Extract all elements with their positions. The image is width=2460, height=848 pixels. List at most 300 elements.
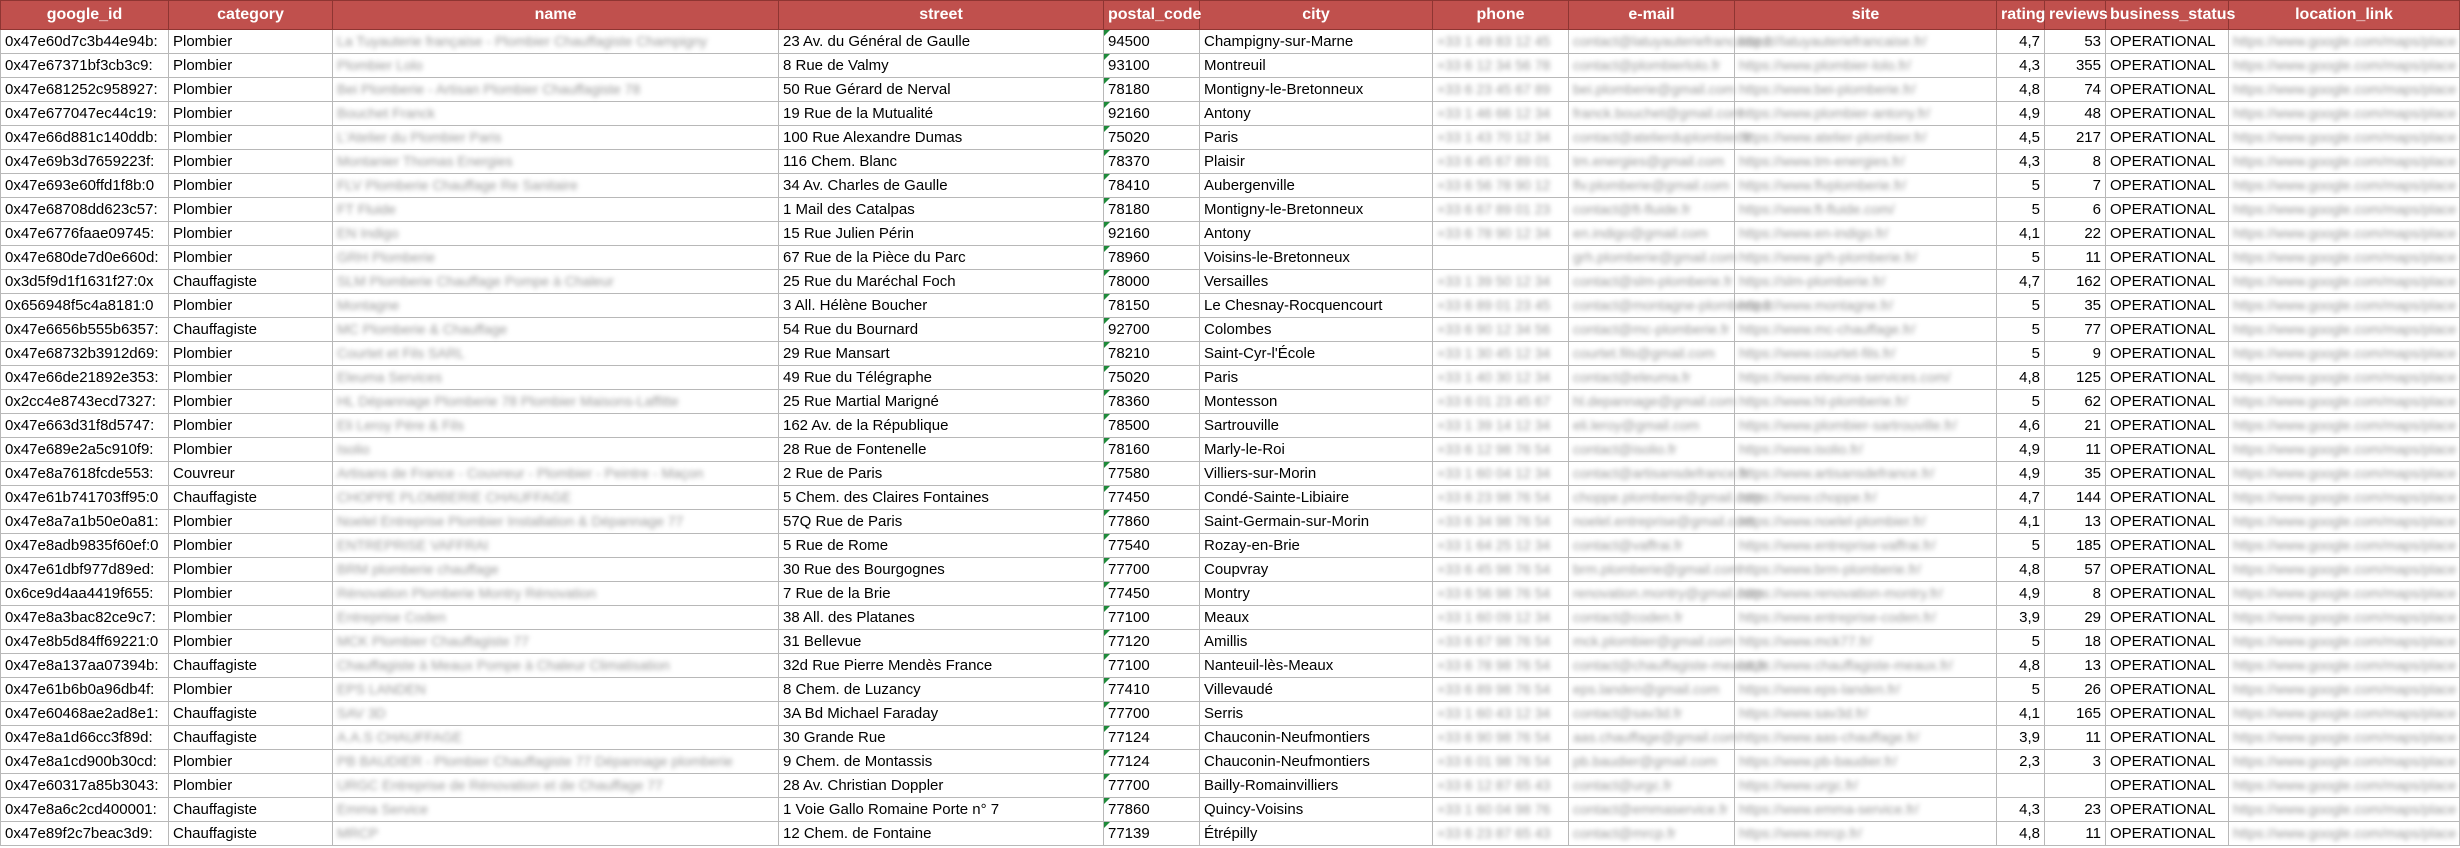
cell-location-link[interactable]: https://www.google.com/maps/place [2229,78,2460,102]
cell-reviews[interactable]: 125 [2045,366,2106,390]
cell-business-status[interactable]: OPERATIONAL [2106,486,2229,510]
column-header-reviews[interactable]: reviews [2045,1,2106,30]
cell-postal-code[interactable]: 77124 [1104,726,1200,750]
cell-phone[interactable]: +33 6 56 98 76 54 [1433,582,1569,606]
cell-category[interactable]: Plombier [169,678,333,702]
cell-google-id[interactable]: 0x47e689e2a5c910f9: [1,438,169,462]
cell-postal-code[interactable]: 78160 [1104,438,1200,462]
cell-phone[interactable]: +33 1 60 09 12 34 [1433,606,1569,630]
cell-phone[interactable]: +33 1 49 83 12 45 [1433,30,1569,54]
cell-city[interactable]: Montigny-le-Bretonneux [1200,198,1433,222]
cell-location-link[interactable]: https://www.google.com/maps/place [2229,558,2460,582]
cell-phone[interactable]: +33 6 12 98 76 54 [1433,438,1569,462]
cell-postal-code[interactable]: 78180 [1104,198,1200,222]
cell-location-link[interactable]: https://www.google.com/maps/place [2229,438,2460,462]
table-row[interactable] [1,798,2460,822]
cell-business-status[interactable]: OPERATIONAL [2106,390,2229,414]
cell-category[interactable]: Plombier [169,414,333,438]
cell-rating[interactable]: 3,9 [1997,606,2045,630]
cell-business-status[interactable]: OPERATIONAL [2106,462,2229,486]
cell-google-id[interactable]: 0x47e8a3bac82ce9c7: [1,606,169,630]
cell-city[interactable]: Antony [1200,222,1433,246]
cell-site[interactable]: https://www.brm-plomberie.fr/ [1735,558,1997,582]
cell-city[interactable]: Rozay-en-Brie [1200,534,1433,558]
cell-location-link[interactable]: https://www.google.com/maps/place [2229,654,2460,678]
cell-site[interactable]: https://www.mrcp.fr/ [1735,822,1997,846]
cell-site[interactable]: https://www.artisansdefrance.fr/ [1735,462,1997,486]
cell-location-link[interactable]: https://www.google.com/maps/place [2229,774,2460,798]
table-row[interactable] [1,702,2460,726]
cell-rating[interactable]: 5 [1997,294,2045,318]
cell-postal-code[interactable]: 77450 [1104,486,1200,510]
cell-name[interactable]: Montagne [333,294,779,318]
column-header-email[interactable]: e-mail [1569,1,1735,30]
cell-city[interactable]: Champigny-sur-Marne [1200,30,1433,54]
cell-site[interactable]: https://www.emma-service.fr/ [1735,798,1997,822]
cell-location-link[interactable]: https://www.google.com/maps/place [2229,702,2460,726]
table-row[interactable] [1,78,2460,102]
cell-street[interactable]: 50 Rue Gérard de Nerval [779,78,1104,102]
cell-email[interactable]: eps.landen@gmail.com [1569,678,1735,702]
cell-category[interactable]: Chauffagiste [169,702,333,726]
cell-reviews[interactable]: 18 [2045,630,2106,654]
cell-phone[interactable]: +33 6 23 98 76 54 [1433,486,1569,510]
cell-phone[interactable]: +33 6 78 98 76 54 [1433,654,1569,678]
cell-city[interactable]: Aubergenville [1200,174,1433,198]
cell-category[interactable]: Plombier [169,174,333,198]
cell-postal-code[interactable]: 78370 [1104,150,1200,174]
cell-postal-code[interactable]: 92160 [1104,222,1200,246]
cell-location-link[interactable]: https://www.google.com/maps/place [2229,102,2460,126]
cell-postal-code[interactable]: 78360 [1104,390,1200,414]
cell-city[interactable]: Montesson [1200,390,1433,414]
cell-location-link[interactable]: https://www.google.com/maps/place [2229,822,2460,846]
cell-city[interactable]: Chauconin-Neufmontiers [1200,726,1433,750]
cell-business-status[interactable]: OPERATIONAL [2106,174,2229,198]
cell-email[interactable]: aas.chauffage@gmail.com [1569,726,1735,750]
cell-site[interactable]: https://www.isolio.fr/ [1735,438,1997,462]
cell-google-id[interactable]: 0x47e680de7d0e660d: [1,246,169,270]
column-header-location-link[interactable]: location_link [2229,1,2460,30]
cell-rating[interactable]: 4,1 [1997,222,2045,246]
cell-city[interactable]: Meaux [1200,606,1433,630]
cell-city[interactable]: Antony [1200,102,1433,126]
column-header-city[interactable]: city [1200,1,1433,30]
cell-phone[interactable]: +33 1 39 50 12 34 [1433,270,1569,294]
cell-category[interactable]: Plombier [169,294,333,318]
cell-postal-code[interactable]: 77100 [1104,606,1200,630]
cell-street[interactable]: 8 Chem. de Luzancy [779,678,1104,702]
cell-location-link[interactable]: https://www.google.com/maps/place [2229,294,2460,318]
cell-location-link[interactable]: https://www.google.com/maps/place [2229,726,2460,750]
table-row[interactable] [1,342,2460,366]
cell-category[interactable]: Chauffagiste [169,270,333,294]
cell-rating[interactable]: 4,8 [1997,558,2045,582]
cell-reviews[interactable]: 185 [2045,534,2106,558]
cell-site[interactable]: https://www.flvplomberie.fr/ [1735,174,1997,198]
cell-location-link[interactable]: https://www.google.com/maps/place [2229,582,2460,606]
table-row[interactable] [1,678,2460,702]
cell-google-id[interactable]: 0x47e66de21892e353: [1,366,169,390]
cell-rating[interactable]: 4,8 [1997,654,2045,678]
cell-city[interactable]: Montry [1200,582,1433,606]
cell-site[interactable]: https://www.pb-baudier.fr/ [1735,750,1997,774]
cell-site[interactable]: https://www.montagne.fr/ [1735,294,1997,318]
cell-email[interactable]: contact@mrcp.fr [1569,822,1735,846]
cell-category[interactable]: Plombier [169,510,333,534]
cell-site[interactable]: https://www.eleuma-services.com/ [1735,366,1997,390]
cell-site[interactable]: https://www.mc-chauffage.fr/ [1735,318,1997,342]
cell-city[interactable]: Serris [1200,702,1433,726]
cell-location-link[interactable]: https://www.google.com/maps/place [2229,390,2460,414]
cell-rating[interactable]: 4,9 [1997,102,2045,126]
cell-street[interactable]: 25 Rue du Maréchal Foch [779,270,1104,294]
cell-city[interactable]: Chauconin-Neufmontiers [1200,750,1433,774]
cell-google-id[interactable]: 0x6ce9d4aa4419f655: [1,582,169,606]
cell-site[interactable]: https://www.grh-plomberie.fr/ [1735,246,1997,270]
cell-name[interactable]: Courtet et Fils SARL [333,342,779,366]
cell-category[interactable]: Plombier [169,534,333,558]
cell-email[interactable]: flv.plomberie@gmail.com [1569,174,1735,198]
cell-google-id[interactable]: 0x47e60317a85b3043: [1,774,169,798]
cell-street[interactable]: 38 All. des Platanes [779,606,1104,630]
cell-location-link[interactable]: https://www.google.com/maps/place [2229,678,2460,702]
cell-location-link[interactable]: https://www.google.com/maps/place [2229,486,2460,510]
column-header-postal-code[interactable]: postal_code [1104,1,1200,30]
cell-email[interactable]: contact@ft-fluide.fr [1569,198,1735,222]
cell-business-status[interactable]: OPERATIONAL [2106,318,2229,342]
cell-name[interactable]: Artisans de France - Couvreur - Plombier - Peintre - Maçon [333,462,779,486]
cell-name[interactable]: Eli Leroy Pére & Fils [333,414,779,438]
cell-phone[interactable]: +33 1 39 14 12 34 [1433,414,1569,438]
cell-rating[interactable]: 5 [1997,246,2045,270]
cell-name[interactable]: EN Indigo [333,222,779,246]
cell-city[interactable]: Condé-Sainte-Libiaire [1200,486,1433,510]
cell-email[interactable]: contact@mc-plomberie.fr [1569,318,1735,342]
cell-google-id[interactable]: 0x47e8a137aa07394b: [1,654,169,678]
cell-business-status[interactable]: OPERATIONAL [2106,342,2229,366]
cell-site[interactable]: https://www.renovation-montry.fr/ [1735,582,1997,606]
cell-city[interactable]: Nanteuil-lès-Meaux [1200,654,1433,678]
cell-location-link[interactable]: https://www.google.com/maps/place [2229,534,2460,558]
cell-email[interactable]: contact@sav3d.fr [1569,702,1735,726]
cell-reviews[interactable]: 74 [2045,78,2106,102]
cell-reviews[interactable]: 29 [2045,606,2106,630]
cell-phone[interactable]: +33 6 90 12 34 56 [1433,318,1569,342]
cell-city[interactable]: Villiers-sur-Morin [1200,462,1433,486]
column-header-street[interactable]: street [779,1,1104,30]
cell-phone[interactable]: +33 6 67 89 01 23 [1433,198,1569,222]
column-header-category[interactable]: category [169,1,333,30]
table-row[interactable] [1,318,2460,342]
cell-category[interactable]: Plombier [169,30,333,54]
cell-street[interactable]: 3A Bd Michael Faraday [779,702,1104,726]
table-row[interactable] [1,822,2460,846]
column-header-google-id[interactable]: google_id [1,1,169,30]
cell-phone[interactable]: +33 1 46 66 12 34 [1433,102,1569,126]
cell-phone[interactable]: +33 6 23 45 67 89 [1433,78,1569,102]
cell-rating[interactable]: 4,9 [1997,438,2045,462]
cell-category[interactable]: Chauffagiste [169,822,333,846]
cell-business-status[interactable]: OPERATIONAL [2106,270,2229,294]
cell-street[interactable]: 49 Rue du Télégraphe [779,366,1104,390]
cell-rating[interactable]: 4,3 [1997,798,2045,822]
table-row[interactable] [1,462,2460,486]
cell-reviews[interactable]: 3 [2045,750,2106,774]
cell-street[interactable]: 28 Av. Christian Doppler [779,774,1104,798]
cell-rating[interactable]: 4,3 [1997,150,2045,174]
cell-phone[interactable]: +33 6 01 98 76 54 [1433,750,1569,774]
table-row[interactable] [1,174,2460,198]
cell-google-id[interactable]: 0x47e677047ec44c19: [1,102,169,126]
cell-google-id[interactable]: 0x47e693e60ffd1f8b:0 [1,174,169,198]
cell-category[interactable]: Plombier [169,774,333,798]
cell-location-link[interactable]: https://www.google.com/maps/place [2229,126,2460,150]
cell-rating[interactable]: 5 [1997,630,2045,654]
cell-phone[interactable]: +33 6 56 78 90 12 [1433,174,1569,198]
cell-email[interactable]: contact@eleuma.fr [1569,366,1735,390]
cell-location-link[interactable]: https://www.google.com/maps/place [2229,150,2460,174]
cell-street[interactable]: 3 All. Hélène Boucher [779,294,1104,318]
cell-email[interactable]: contact@coden.fr [1569,606,1735,630]
cell-location-link[interactable]: https://www.google.com/maps/place [2229,54,2460,78]
cell-name[interactable]: ENTREPRISE VAFFRAI [333,534,779,558]
table-row[interactable] [1,222,2460,246]
cell-site[interactable]: https://www.mck77.fr/ [1735,630,1997,654]
cell-postal-code[interactable]: 78000 [1104,270,1200,294]
cell-google-id[interactable]: 0x3d5f9d1f1631f27:0x [1,270,169,294]
cell-business-status[interactable]: OPERATIONAL [2106,630,2229,654]
cell-street[interactable]: 12 Chem. de Fontaine [779,822,1104,846]
cell-rating[interactable]: 5 [1997,342,2045,366]
cell-email[interactable]: contact@montagne-plomberie.fr [1569,294,1735,318]
cell-street[interactable]: 2 Rue de Paris [779,462,1104,486]
table-row[interactable] [1,654,2460,678]
cell-postal-code[interactable]: 92160 [1104,102,1200,126]
cell-rating[interactable]: 4,3 [1997,54,2045,78]
cell-city[interactable]: Colombes [1200,318,1433,342]
cell-business-status[interactable]: OPERATIONAL [2106,414,2229,438]
cell-street[interactable]: 8 Rue de Valmy [779,54,1104,78]
cell-city[interactable]: Paris [1200,366,1433,390]
cell-category[interactable]: Plombier [169,558,333,582]
cell-street[interactable]: 15 Rue Julien Périn [779,222,1104,246]
cell-rating[interactable]: 5 [1997,678,2045,702]
cell-google-id[interactable]: 0x47e663d31f8d5747: [1,414,169,438]
cell-rating[interactable]: 4,6 [1997,414,2045,438]
cell-site[interactable]: https://www.eps-landen.fr/ [1735,678,1997,702]
cell-reviews[interactable]: 9 [2045,342,2106,366]
cell-email[interactable]: noelel.entreprise@gmail.com [1569,510,1735,534]
cell-business-status[interactable]: OPERATIONAL [2106,534,2229,558]
cell-email[interactable]: contact@atelierduplombier.fr [1569,126,1735,150]
cell-name[interactable]: Plombier Lolo [333,54,779,78]
cell-rating[interactable]: 5 [1997,390,2045,414]
cell-category[interactable]: Plombier [169,198,333,222]
cell-google-id[interactable]: 0x47e89f2c7beac3d9: [1,822,169,846]
column-header-site[interactable]: site [1735,1,1997,30]
cell-city[interactable]: Montigny-le-Bretonneux [1200,78,1433,102]
cell-name[interactable]: PB BAUDIER - Plombier Chauffagiste 77 Dépannage plomberie [333,750,779,774]
cell-rating[interactable]: 5 [1997,318,2045,342]
cell-postal-code[interactable]: 77700 [1104,774,1200,798]
cell-email[interactable]: grh.plomberie@gmail.com [1569,246,1735,270]
cell-business-status[interactable]: OPERATIONAL [2106,606,2229,630]
cell-email[interactable]: contact@artisansdefrance.fr [1569,462,1735,486]
cell-google-id[interactable]: 0x47e61b6b0a96db4f: [1,678,169,702]
cell-name[interactable]: FLV Plomberie Chauffage Re Sanitaire [333,174,779,198]
column-header-business-status[interactable]: business_status [2106,1,2229,30]
cell-reviews[interactable]: 62 [2045,390,2106,414]
cell-rating[interactable]: 4,8 [1997,822,2045,846]
cell-name[interactable]: Chauffagiste à Meaux Pompe à Chaleur Climatisation [333,654,779,678]
cell-google-id[interactable]: 0x47e60468ae2ad8e1: [1,702,169,726]
cell-postal-code[interactable]: 77124 [1104,750,1200,774]
cell-email[interactable]: eli.leroy@gmail.com [1569,414,1735,438]
cell-site[interactable]: https://www.tm-energies.fr/ [1735,150,1997,174]
cell-site[interactable]: https://www.plombier-antony.fr/ [1735,102,1997,126]
cell-category[interactable]: Plombier [169,54,333,78]
cell-street[interactable]: 9 Chem. de Montassis [779,750,1104,774]
cell-name[interactable]: L'Atelier du Plombier Paris [333,126,779,150]
cell-business-status[interactable]: OPERATIONAL [2106,102,2229,126]
cell-category[interactable]: Chauffagiste [169,318,333,342]
table-row[interactable] [1,270,2460,294]
table-row[interactable] [1,294,2460,318]
cell-rating[interactable]: 3,9 [1997,726,2045,750]
cell-email[interactable]: renovation.montry@gmail.com [1569,582,1735,606]
cell-reviews[interactable]: 144 [2045,486,2106,510]
cell-street[interactable]: 100 Rue Alexandre Dumas [779,126,1104,150]
cell-site[interactable]: https://www.ft-fluide.com/ [1735,198,1997,222]
cell-phone[interactable]: +33 6 45 67 89 01 [1433,150,1569,174]
cell-category[interactable]: Plombier [169,102,333,126]
cell-phone[interactable]: +33 6 12 34 56 78 [1433,54,1569,78]
cell-business-status[interactable]: OPERATIONAL [2106,558,2229,582]
cell-street[interactable]: 57Q Rue de Paris [779,510,1104,534]
table-row[interactable] [1,30,2460,54]
cell-location-link[interactable]: https://www.google.com/maps/place [2229,342,2460,366]
cell-email[interactable]: tm.energies@gmail.com [1569,150,1735,174]
cell-city[interactable]: Amillis [1200,630,1433,654]
cell-location-link[interactable]: https://www.google.com/maps/place [2229,270,2460,294]
cell-google-id[interactable]: 0x47e8a1d66cc3f89d: [1,726,169,750]
cell-name[interactable]: Emma Service [333,798,779,822]
cell-name[interactable]: BRM plomberie chauffage [333,558,779,582]
table-row[interactable] [1,390,2460,414]
cell-rating[interactable]: 5 [1997,174,2045,198]
cell-category[interactable]: Plombier [169,750,333,774]
table-row[interactable] [1,726,2460,750]
cell-business-status[interactable]: OPERATIONAL [2106,30,2229,54]
cell-postal-code[interactable]: 77450 [1104,582,1200,606]
cell-phone[interactable]: +33 6 23 87 65 43 [1433,822,1569,846]
cell-location-link[interactable]: https://www.google.com/maps/place [2229,366,2460,390]
cell-location-link[interactable]: https://www.google.com/maps/place [2229,462,2460,486]
cell-site[interactable]: https://www.entreprise-vaffrai.fr/ [1735,534,1997,558]
cell-google-id[interactable]: 0x47e8a7618fcde553: [1,462,169,486]
cell-name[interactable]: URGC Entreprise de Rénovation et de Chauffage 77 [333,774,779,798]
cell-reviews[interactable]: 57 [2045,558,2106,582]
cell-rating[interactable]: 4,7 [1997,486,2045,510]
cell-business-status[interactable]: OPERATIONAL [2106,750,2229,774]
cell-category[interactable]: Chauffagiste [169,798,333,822]
cell-rating[interactable]: 4,1 [1997,510,2045,534]
cell-google-id[interactable]: 0x47e66d881c140ddb: [1,126,169,150]
cell-name[interactable]: Bouchet Franck [333,102,779,126]
cell-business-status[interactable]: OPERATIONAL [2106,726,2229,750]
cell-reviews[interactable]: 35 [2045,294,2106,318]
cell-rating[interactable]: 4,5 [1997,126,2045,150]
cell-rating[interactable]: 4,9 [1997,582,2045,606]
cell-email[interactable]: contact@plombierlolo.fr [1569,54,1735,78]
cell-email[interactable]: pb.baudier@gmail.com [1569,750,1735,774]
column-header-phone[interactable]: phone [1433,1,1569,30]
cell-category[interactable]: Plombier [169,342,333,366]
cell-phone[interactable]: +33 6 45 98 76 54 [1433,558,1569,582]
cell-category[interactable]: Plombier [169,150,333,174]
cell-name[interactable]: A.A.S CHAUFFAGE [333,726,779,750]
table-row[interactable] [1,150,2460,174]
cell-name[interactable]: MC Plomberie & Chauffage [333,318,779,342]
cell-google-id[interactable]: 0x47e69b3d7659223f: [1,150,169,174]
cell-reviews[interactable]: 26 [2045,678,2106,702]
cell-business-status[interactable]: OPERATIONAL [2106,126,2229,150]
cell-site[interactable]: https://www.plombier-lolo.fr/ [1735,54,1997,78]
cell-postal-code[interactable]: 78180 [1104,78,1200,102]
cell-site[interactable]: https://www.atelier-plombier.fr/ [1735,126,1997,150]
cell-postal-code[interactable]: 78210 [1104,342,1200,366]
cell-postal-code[interactable]: 77860 [1104,798,1200,822]
cell-phone[interactable]: +33 6 90 98 76 54 [1433,726,1569,750]
cell-google-id[interactable]: 0x47e681252c958927: [1,78,169,102]
cell-name[interactable]: SAV 3D [333,702,779,726]
cell-email[interactable]: courtet.fils@gmail.com [1569,342,1735,366]
cell-location-link[interactable]: https://www.google.com/maps/place [2229,606,2460,630]
cell-business-status[interactable]: OPERATIONAL [2106,510,2229,534]
cell-site[interactable]: https://www.aas-chauffage.fr/ [1735,726,1997,750]
cell-city[interactable]: Montreuil [1200,54,1433,78]
cell-email[interactable]: choppe.plomberie@gmail.com [1569,486,1735,510]
cell-reviews[interactable]: 77 [2045,318,2106,342]
cell-city[interactable]: Quincy-Voisins [1200,798,1433,822]
cell-email[interactable]: hl.depannage@gmail.com [1569,390,1735,414]
cell-phone[interactable]: +33 1 60 04 12 34 [1433,462,1569,486]
cell-reviews[interactable]: 8 [2045,582,2106,606]
cell-postal-code[interactable]: 77100 [1104,654,1200,678]
cell-business-status[interactable]: OPERATIONAL [2106,78,2229,102]
cell-street[interactable]: 1 Mail des Catalpas [779,198,1104,222]
cell-name[interactable]: GRH Plomberie [333,246,779,270]
cell-site[interactable]: https://www.en-indigo.fr/ [1735,222,1997,246]
cell-category[interactable]: Plombier [169,126,333,150]
column-header-name[interactable]: name [333,1,779,30]
cell-location-link[interactable]: https://www.google.com/maps/place [2229,246,2460,270]
cell-postal-code[interactable]: 78150 [1104,294,1200,318]
cell-google-id[interactable]: 0x47e61dbf977d89ed: [1,558,169,582]
cell-location-link[interactable]: https://www.google.com/maps/place [2229,630,2460,654]
cell-phone[interactable]: +33 6 12 87 65 43 [1433,774,1569,798]
cell-rating[interactable]: 2,3 [1997,750,2045,774]
cell-postal-code[interactable]: 77860 [1104,510,1200,534]
cell-rating[interactable]: 4,8 [1997,366,2045,390]
cell-business-status[interactable]: OPERATIONAL [2106,198,2229,222]
cell-street[interactable]: 30 Grande Rue [779,726,1104,750]
table-row[interactable] [1,246,2460,270]
cell-street[interactable]: 25 Rue Martial Marigné [779,390,1104,414]
cell-business-status[interactable]: OPERATIONAL [2106,246,2229,270]
cell-postal-code[interactable]: 77580 [1104,462,1200,486]
